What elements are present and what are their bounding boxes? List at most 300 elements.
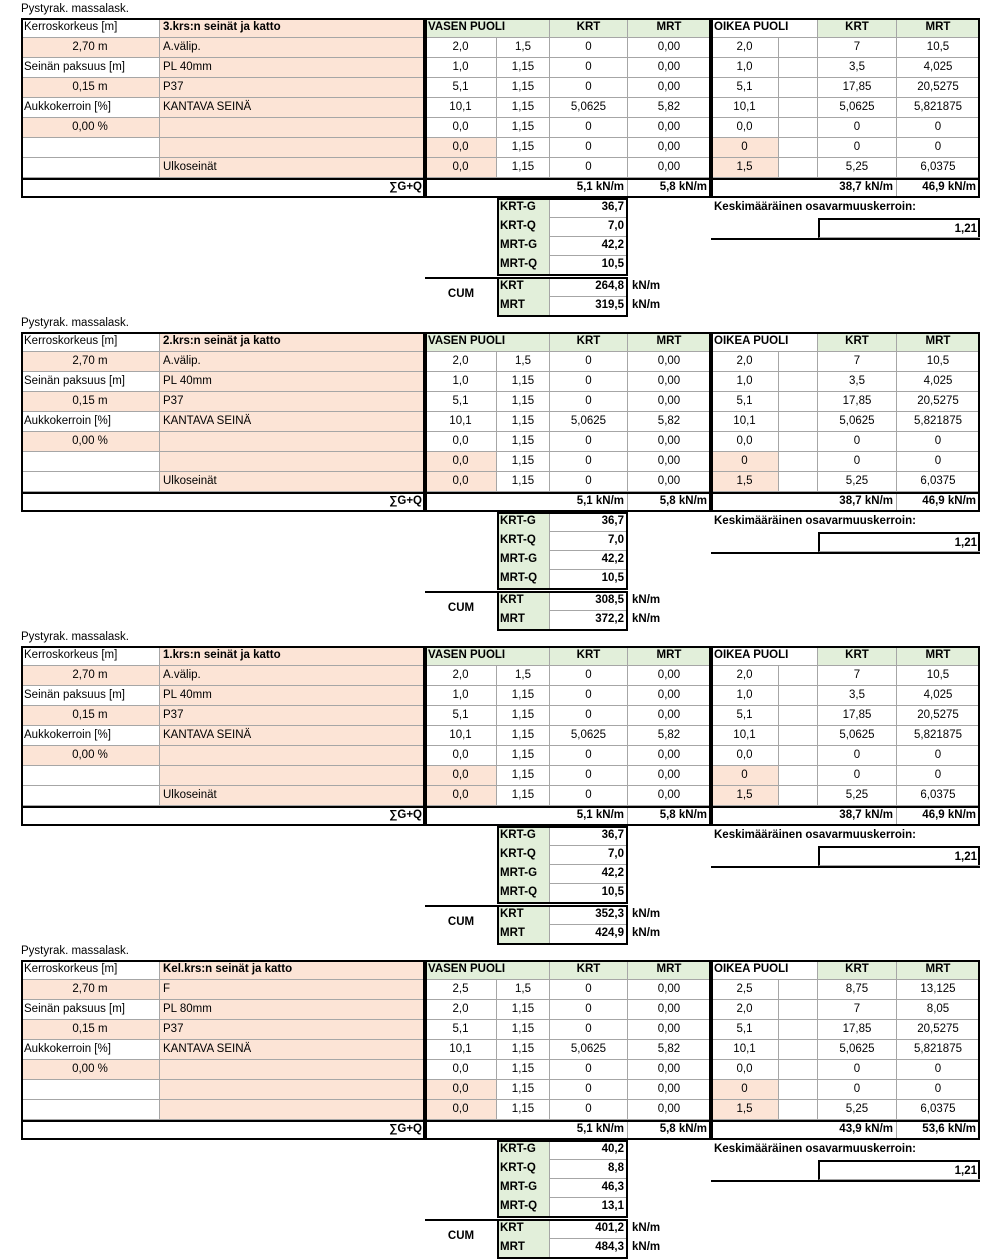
value-mrt-q[interactable]: 10,5 xyxy=(550,569,628,589)
row-right-spacer[interactable] xyxy=(779,452,818,472)
row-right-load[interactable]: 0 xyxy=(711,766,779,786)
row-left-load[interactable]: 0,0 xyxy=(425,1060,497,1080)
row-right-mrt[interactable]: 13,125 xyxy=(897,980,980,1000)
row-right-spacer[interactable] xyxy=(779,746,818,766)
row-left-factor[interactable]: 1,15 xyxy=(497,472,550,492)
row-material[interactable]: P37 xyxy=(160,78,425,98)
block-title[interactable]: 1.krs:n seinät ja katto xyxy=(160,646,425,666)
row-right-mrt[interactable]: 5,821875 xyxy=(897,412,980,432)
row-right-spacer[interactable] xyxy=(779,1060,818,1080)
row-left-mrt[interactable]: 0,00 xyxy=(628,786,711,806)
value-opening-factor[interactable]: 0,00 % xyxy=(21,432,160,452)
row-material[interactable]: A.välip. xyxy=(160,666,425,686)
sum-right-krt[interactable]: 38,7 kN/m xyxy=(818,492,897,512)
header-left-side[interactable]: VASEN PUOLI xyxy=(425,332,550,352)
block-title[interactable]: Kel.krs:n seinät ja katto xyxy=(160,960,425,980)
label-krt-q[interactable]: KRT-Q xyxy=(497,217,550,237)
row-right-krt[interactable]: 17,85 xyxy=(818,706,897,726)
label-opening-factor[interactable]: Aukkokerroin [%] xyxy=(21,1040,160,1060)
row-material[interactable]: P37 xyxy=(160,392,425,412)
row-left-mrt[interactable]: 0,00 xyxy=(628,78,711,98)
row-right-load[interactable]: 10,1 xyxy=(711,1040,779,1060)
row-right-mrt[interactable]: 4,025 xyxy=(897,58,980,78)
label-opening-factor[interactable]: Aukkokerroin [%] xyxy=(21,726,160,746)
header-left-side[interactable]: VASEN PUOLI xyxy=(425,960,550,980)
row-right-load[interactable]: 1,0 xyxy=(711,686,779,706)
row-left-load[interactable]: 5,1 xyxy=(425,392,497,412)
label-floor-height[interactable]: Kerroskorkeus [m] xyxy=(21,960,160,980)
row-right-load[interactable]: 1,5 xyxy=(711,1100,779,1120)
row-left-load[interactable]: 5,1 xyxy=(425,1020,497,1040)
row-right-krt[interactable]: 17,85 xyxy=(818,392,897,412)
sum-right-mrt[interactable]: 46,9 kN/m xyxy=(897,178,980,198)
cum-krt-value[interactable]: 264,8 xyxy=(550,277,628,297)
row-right-mrt[interactable]: 20,5275 xyxy=(897,78,980,98)
value-floor-height[interactable]: 2,70 m xyxy=(21,666,160,686)
row-left-mrt[interactable]: 0,00 xyxy=(628,158,711,178)
sum-left-krt[interactable]: 5,1 kN/m xyxy=(550,1120,628,1140)
row-right-mrt[interactable]: 0 xyxy=(897,1080,980,1100)
row-right-spacer[interactable] xyxy=(779,726,818,746)
header-mrt-right[interactable]: MRT xyxy=(897,18,980,38)
row-left-mrt[interactable]: 0,00 xyxy=(628,352,711,372)
row-left-krt[interactable]: 0 xyxy=(550,58,628,78)
row-right-mrt[interactable]: 20,5275 xyxy=(897,392,980,412)
label-wall-thickness[interactable]: Seinän paksuus [m] xyxy=(21,686,160,706)
value-floor-height[interactable]: 2,70 m xyxy=(21,352,160,372)
row-left-factor[interactable]: 1,15 xyxy=(497,786,550,806)
row-left-krt[interactable]: 0 xyxy=(550,1020,628,1040)
row-right-mrt[interactable]: 6,0375 xyxy=(897,1100,980,1120)
row-left-krt[interactable]: 0 xyxy=(550,352,628,372)
header-right-side[interactable]: OIKEA PUOLI xyxy=(711,960,818,980)
row-right-spacer[interactable] xyxy=(779,980,818,1000)
row-right-mrt[interactable]: 10,5 xyxy=(897,666,980,686)
row-right-mrt[interactable]: 4,025 xyxy=(897,686,980,706)
row-right-spacer[interactable] xyxy=(779,666,818,686)
header-left-side[interactable]: VASEN PUOLI xyxy=(425,646,550,666)
row-left-factor[interactable]: 1,15 xyxy=(497,158,550,178)
header-right-side[interactable]: OIKEA PUOLI xyxy=(711,18,818,38)
sum-label[interactable]: ∑G+Q xyxy=(389,495,422,507)
value-krt-g[interactable]: 36,7 xyxy=(550,198,628,218)
label-mrt-q[interactable]: MRT-Q xyxy=(497,1197,550,1217)
label-mrt-g[interactable]: MRT-G xyxy=(497,550,550,570)
value-mrt-g[interactable]: 46,3 xyxy=(550,1178,628,1198)
label-opening-factor[interactable]: Aukkokerroin [%] xyxy=(21,412,160,432)
sum-left-krt[interactable]: 5,1 kN/m xyxy=(550,492,628,512)
header-krt-right[interactable]: KRT xyxy=(818,646,897,666)
sum-label[interactable]: ∑G+Q xyxy=(389,1123,422,1135)
row-right-krt[interactable]: 5,25 xyxy=(818,472,897,492)
row-right-krt[interactable]: 8,75 xyxy=(818,980,897,1000)
sum-label[interactable]: ∑G+Q xyxy=(389,809,422,821)
row-left-load[interactable]: 2,0 xyxy=(425,38,497,58)
value-mrt-g[interactable]: 42,2 xyxy=(550,864,628,884)
row-right-krt[interactable]: 5,25 xyxy=(818,158,897,178)
row-right-spacer[interactable] xyxy=(779,706,818,726)
row-right-krt[interactable]: 0 xyxy=(818,1060,897,1080)
row-right-load[interactable]: 1,0 xyxy=(711,372,779,392)
header-krt-left[interactable]: KRT xyxy=(550,646,628,666)
cum-mrt-label[interactable]: MRT xyxy=(497,610,550,630)
header-mrt-left[interactable]: MRT xyxy=(628,18,711,38)
value-krt-g[interactable]: 36,7 xyxy=(550,826,628,846)
row-left-factor[interactable]: 1,15 xyxy=(497,452,550,472)
row-material[interactable] xyxy=(160,118,425,138)
row-right-spacer[interactable] xyxy=(779,392,818,412)
header-krt-right[interactable]: KRT xyxy=(818,332,897,352)
row-material[interactable] xyxy=(160,452,425,472)
row-left-mrt[interactable]: 0,00 xyxy=(628,686,711,706)
row-left-factor[interactable]: 1,15 xyxy=(497,432,550,452)
row-right-krt[interactable]: 7 xyxy=(818,1000,897,1020)
avg-factor-value[interactable]: 1,21 xyxy=(818,1160,980,1180)
row-right-mrt[interactable]: 0 xyxy=(897,432,980,452)
row-left-factor[interactable]: 1,15 xyxy=(497,706,550,726)
empty-cell[interactable] xyxy=(21,138,160,158)
row-right-load[interactable]: 5,1 xyxy=(711,78,779,98)
cum-mrt-label[interactable]: MRT xyxy=(497,296,550,316)
row-material[interactable]: F xyxy=(160,980,425,1000)
label-opening-factor[interactable]: Aukkokerroin [%] xyxy=(21,98,160,118)
label-wall-thickness[interactable]: Seinän paksuus [m] xyxy=(21,1000,160,1020)
row-left-krt[interactable]: 0 xyxy=(550,1000,628,1020)
row-material[interactable]: Ulkoseinät xyxy=(160,472,425,492)
row-right-spacer[interactable] xyxy=(779,352,818,372)
row-right-mrt[interactable]: 8,05 xyxy=(897,1000,980,1020)
row-left-factor[interactable]: 1,15 xyxy=(497,1040,550,1060)
row-left-factor[interactable]: 1,5 xyxy=(497,980,550,1000)
value-opening-factor[interactable]: 0,00 % xyxy=(21,746,160,766)
row-left-load[interactable]: 1,0 xyxy=(425,58,497,78)
row-right-load[interactable]: 10,1 xyxy=(711,98,779,118)
header-mrt-right[interactable]: MRT xyxy=(897,332,980,352)
cum-krt-value[interactable]: 352,3 xyxy=(550,905,628,925)
row-right-load[interactable]: 2,5 xyxy=(711,980,779,1000)
row-right-krt[interactable]: 0 xyxy=(818,452,897,472)
row-right-mrt[interactable]: 6,0375 xyxy=(897,158,980,178)
row-left-load[interactable]: 0,0 xyxy=(425,118,497,138)
row-left-load[interactable]: 1,0 xyxy=(425,372,497,392)
row-right-load[interactable]: 2,0 xyxy=(711,666,779,686)
row-left-load[interactable]: 10,1 xyxy=(425,412,497,432)
row-right-spacer[interactable] xyxy=(779,118,818,138)
row-left-load[interactable]: 2,0 xyxy=(425,666,497,686)
row-left-factor[interactable]: 1,15 xyxy=(497,1100,550,1120)
cum-krt-label[interactable]: KRT xyxy=(497,905,550,925)
row-left-krt[interactable]: 0 xyxy=(550,118,628,138)
row-left-load[interactable]: 0,0 xyxy=(425,432,497,452)
row-right-load[interactable]: 2,0 xyxy=(711,1000,779,1020)
row-left-krt[interactable]: 0 xyxy=(550,1060,628,1080)
value-mrt-q[interactable]: 10,5 xyxy=(550,883,628,903)
row-left-krt[interactable]: 0 xyxy=(550,158,628,178)
row-left-mrt[interactable]: 0,00 xyxy=(628,58,711,78)
sum-left-krt[interactable]: 5,1 kN/m xyxy=(550,806,628,826)
row-left-load[interactable]: 2,5 xyxy=(425,980,497,1000)
row-material[interactable]: PL 40mm xyxy=(160,686,425,706)
value-opening-factor[interactable]: 0,00 % xyxy=(21,118,160,138)
row-left-krt[interactable]: 0 xyxy=(550,786,628,806)
row-left-factor[interactable]: 1,15 xyxy=(497,118,550,138)
sum-left-mrt[interactable]: 5,8 kN/m xyxy=(628,492,711,512)
row-right-mrt[interactable]: 10,5 xyxy=(897,38,980,58)
row-left-mrt[interactable]: 5,82 xyxy=(628,98,711,118)
label-krt-g[interactable]: KRT-G xyxy=(497,1140,550,1160)
row-left-mrt[interactable]: 0,00 xyxy=(628,746,711,766)
row-left-factor[interactable]: 1,15 xyxy=(497,372,550,392)
row-right-load[interactable]: 2,0 xyxy=(711,38,779,58)
row-left-mrt[interactable]: 5,82 xyxy=(628,412,711,432)
row-left-krt[interactable]: 0 xyxy=(550,392,628,412)
label-wall-thickness[interactable]: Seinän paksuus [m] xyxy=(21,58,160,78)
row-left-mrt[interactable]: 0,00 xyxy=(628,472,711,492)
avg-factor-value[interactable]: 1,21 xyxy=(818,532,980,552)
row-left-factor[interactable]: 1,5 xyxy=(497,666,550,686)
row-right-krt[interactable]: 3,5 xyxy=(818,58,897,78)
row-left-factor[interactable]: 1,15 xyxy=(497,746,550,766)
row-left-mrt[interactable]: 0,00 xyxy=(628,372,711,392)
row-right-mrt[interactable]: 20,5275 xyxy=(897,1020,980,1040)
row-right-krt[interactable]: 5,25 xyxy=(818,1100,897,1120)
row-material[interactable] xyxy=(160,746,425,766)
row-right-mrt[interactable]: 0 xyxy=(897,452,980,472)
row-material[interactable]: KANTAVA SEINÄ xyxy=(160,1040,425,1060)
row-left-mrt[interactable]: 0,00 xyxy=(628,706,711,726)
row-left-mrt[interactable]: 0,00 xyxy=(628,392,711,412)
row-right-spacer[interactable] xyxy=(779,432,818,452)
row-left-load[interactable]: 0,0 xyxy=(425,1100,497,1120)
row-right-krt[interactable]: 17,85 xyxy=(818,78,897,98)
row-right-mrt[interactable]: 6,0375 xyxy=(897,786,980,806)
label-mrt-q[interactable]: MRT-Q xyxy=(497,569,550,589)
sum-right-mrt[interactable]: 46,9 kN/m xyxy=(897,492,980,512)
cum-mrt-value[interactable]: 372,2 xyxy=(550,610,628,630)
row-right-krt[interactable]: 0 xyxy=(818,138,897,158)
row-left-load[interactable]: 0,0 xyxy=(425,746,497,766)
row-right-load[interactable]: 5,1 xyxy=(711,1020,779,1040)
value-krt-q[interactable]: 7,0 xyxy=(550,845,628,865)
value-mrt-q[interactable]: 10,5 xyxy=(550,255,628,275)
row-right-spacer[interactable] xyxy=(779,138,818,158)
cum-mrt-value[interactable]: 424,9 xyxy=(550,924,628,944)
block-title[interactable]: 3.krs:n seinät ja katto xyxy=(160,18,425,38)
row-left-factor[interactable]: 1,15 xyxy=(497,726,550,746)
value-wall-thickness[interactable]: 0,15 m xyxy=(21,78,160,98)
value-wall-thickness[interactable]: 0,15 m xyxy=(21,392,160,412)
row-right-load[interactable]: 0 xyxy=(711,1080,779,1100)
value-mrt-g[interactable]: 42,2 xyxy=(550,236,628,256)
header-krt-left[interactable]: KRT xyxy=(550,332,628,352)
row-left-krt[interactable]: 0 xyxy=(550,472,628,492)
row-right-krt[interactable]: 5,0625 xyxy=(818,1040,897,1060)
row-left-mrt[interactable]: 0,00 xyxy=(628,980,711,1000)
row-left-load[interactable]: 0,0 xyxy=(425,786,497,806)
row-left-load[interactable]: 5,1 xyxy=(425,78,497,98)
row-left-factor[interactable]: 1,15 xyxy=(497,1080,550,1100)
row-left-mrt[interactable]: 5,82 xyxy=(628,726,711,746)
row-left-factor[interactable]: 1,15 xyxy=(497,392,550,412)
row-right-spacer[interactable] xyxy=(779,1000,818,1020)
row-material[interactable]: PL 40mm xyxy=(160,58,425,78)
row-right-load[interactable]: 1,5 xyxy=(711,158,779,178)
header-left-side[interactable]: VASEN PUOLI xyxy=(425,18,550,38)
row-right-spacer[interactable] xyxy=(779,38,818,58)
row-right-load[interactable]: 5,1 xyxy=(711,392,779,412)
row-right-load[interactable]: 10,1 xyxy=(711,726,779,746)
row-right-load[interactable]: 0,0 xyxy=(711,746,779,766)
header-krt-left[interactable]: KRT xyxy=(550,18,628,38)
row-right-krt[interactable]: 7 xyxy=(818,38,897,58)
value-wall-thickness[interactable]: 0,15 m xyxy=(21,706,160,726)
row-right-spacer[interactable] xyxy=(779,412,818,432)
sum-right-mrt[interactable]: 46,9 kN/m xyxy=(897,806,980,826)
row-left-krt[interactable]: 0 xyxy=(550,78,628,98)
cum-krt-label[interactable]: KRT xyxy=(497,277,550,297)
row-right-krt[interactable]: 0 xyxy=(818,432,897,452)
row-left-krt[interactable]: 0 xyxy=(550,452,628,472)
row-right-mrt[interactable]: 20,5275 xyxy=(897,706,980,726)
row-left-factor[interactable]: 1,15 xyxy=(497,138,550,158)
row-right-mrt[interactable]: 10,5 xyxy=(897,352,980,372)
row-left-load[interactable]: 0,0 xyxy=(425,452,497,472)
row-left-mrt[interactable]: 0,00 xyxy=(628,666,711,686)
cum-krt-value[interactable]: 308,5 xyxy=(550,591,628,611)
empty-cell[interactable] xyxy=(21,786,160,806)
header-mrt-right[interactable]: MRT xyxy=(897,960,980,980)
row-right-spacer[interactable] xyxy=(779,1080,818,1100)
row-right-load[interactable]: 1,5 xyxy=(711,472,779,492)
sum-left-mrt[interactable]: 5,8 kN/m xyxy=(628,806,711,826)
avg-factor-value[interactable]: 1,21 xyxy=(818,218,980,238)
row-right-spacer[interactable] xyxy=(779,98,818,118)
value-mrt-g[interactable]: 42,2 xyxy=(550,550,628,570)
cum-krt-label[interactable]: KRT xyxy=(497,1219,550,1239)
row-right-krt[interactable]: 7 xyxy=(818,352,897,372)
cum-krt-value[interactable]: 401,2 xyxy=(550,1219,628,1239)
header-krt-right[interactable]: KRT xyxy=(818,18,897,38)
label-mrt-q[interactable]: MRT-Q xyxy=(497,883,550,903)
row-right-mrt[interactable]: 5,821875 xyxy=(897,726,980,746)
row-left-factor[interactable]: 1,15 xyxy=(497,58,550,78)
row-right-krt[interactable]: 3,5 xyxy=(818,372,897,392)
row-left-factor[interactable]: 1,15 xyxy=(497,686,550,706)
row-left-load[interactable]: 0,0 xyxy=(425,138,497,158)
label-krt-g[interactable]: KRT-G xyxy=(497,198,550,218)
row-left-factor[interactable]: 1,15 xyxy=(497,98,550,118)
cum-mrt-label[interactable]: MRT xyxy=(497,1238,550,1258)
row-right-krt[interactable]: 0 xyxy=(818,766,897,786)
row-right-krt[interactable]: 5,25 xyxy=(818,786,897,806)
row-left-factor[interactable]: 1,15 xyxy=(497,766,550,786)
row-left-load[interactable]: 10,1 xyxy=(425,1040,497,1060)
label-floor-height[interactable]: Kerroskorkeus [m] xyxy=(21,646,160,666)
row-left-krt[interactable]: 5,0625 xyxy=(550,726,628,746)
label-krt-q[interactable]: KRT-Q xyxy=(497,845,550,865)
row-material[interactable]: PL 40mm xyxy=(160,372,425,392)
empty-cell[interactable] xyxy=(21,1100,160,1120)
row-left-load[interactable]: 1,0 xyxy=(425,686,497,706)
cum-krt-label[interactable]: KRT xyxy=(497,591,550,611)
row-left-mrt[interactable]: 0,00 xyxy=(628,766,711,786)
sum-right-krt[interactable]: 38,7 kN/m xyxy=(818,806,897,826)
label-mrt-g[interactable]: MRT-G xyxy=(497,236,550,256)
value-wall-thickness[interactable]: 0,15 m xyxy=(21,1020,160,1040)
value-floor-height[interactable]: 2,70 m xyxy=(21,980,160,1000)
row-right-mrt[interactable]: 0 xyxy=(897,138,980,158)
value-krt-g[interactable]: 40,2 xyxy=(550,1140,628,1160)
row-right-load[interactable]: 10,1 xyxy=(711,412,779,432)
row-right-spacer[interactable] xyxy=(779,786,818,806)
empty-cell[interactable] xyxy=(21,452,160,472)
label-wall-thickness[interactable]: Seinän paksuus [m] xyxy=(21,372,160,392)
sum-label[interactable]: ∑G+Q xyxy=(389,181,422,193)
row-right-mrt[interactable]: 0 xyxy=(897,746,980,766)
cum-mrt-value[interactable]: 319,5 xyxy=(550,296,628,316)
row-right-spacer[interactable] xyxy=(779,372,818,392)
row-left-krt[interactable]: 0 xyxy=(550,432,628,452)
sum-right-krt[interactable]: 43,9 kN/m xyxy=(818,1120,897,1140)
header-right-side[interactable]: OIKEA PUOLI xyxy=(711,646,818,666)
row-right-spacer[interactable] xyxy=(779,1020,818,1040)
value-krt-q[interactable]: 8,8 xyxy=(550,1159,628,1179)
row-left-krt[interactable]: 0 xyxy=(550,138,628,158)
row-material[interactable] xyxy=(160,766,425,786)
cum-mrt-value[interactable]: 484,3 xyxy=(550,1238,628,1258)
header-krt-right[interactable]: KRT xyxy=(818,960,897,980)
row-left-mrt[interactable]: 0,00 xyxy=(628,138,711,158)
cum-mrt-label[interactable]: MRT xyxy=(497,924,550,944)
row-right-krt[interactable]: 5,0625 xyxy=(818,412,897,432)
row-material[interactable]: KANTAVA SEINÄ xyxy=(160,412,425,432)
row-right-load[interactable]: 0 xyxy=(711,138,779,158)
row-right-krt[interactable]: 0 xyxy=(818,1080,897,1100)
row-left-load[interactable]: 0,0 xyxy=(425,472,497,492)
row-right-load[interactable]: 1,5 xyxy=(711,786,779,806)
sum-right-mrt[interactable]: 53,6 kN/m xyxy=(897,1120,980,1140)
row-left-mrt[interactable]: 0,00 xyxy=(628,1100,711,1120)
row-right-spacer[interactable] xyxy=(779,686,818,706)
row-left-mrt[interactable]: 0,00 xyxy=(628,1020,711,1040)
row-right-spacer[interactable] xyxy=(779,1040,818,1060)
row-material[interactable] xyxy=(160,1100,425,1120)
value-mrt-q[interactable]: 13,1 xyxy=(550,1197,628,1217)
sum-left-mrt[interactable]: 5,8 kN/m xyxy=(628,178,711,198)
row-left-load[interactable]: 2,0 xyxy=(425,1000,497,1020)
label-floor-height[interactable]: Kerroskorkeus [m] xyxy=(21,332,160,352)
row-left-factor[interactable]: 1,5 xyxy=(497,38,550,58)
row-right-spacer[interactable] xyxy=(779,472,818,492)
row-right-load[interactable]: 1,0 xyxy=(711,58,779,78)
row-material[interactable] xyxy=(160,432,425,452)
value-krt-g[interactable]: 36,7 xyxy=(550,512,628,532)
row-left-krt[interactable]: 0 xyxy=(550,686,628,706)
row-left-krt[interactable]: 0 xyxy=(550,706,628,726)
sum-left-mrt[interactable]: 5,8 kN/m xyxy=(628,1120,711,1140)
row-left-krt[interactable]: 0 xyxy=(550,766,628,786)
row-left-krt[interactable]: 0 xyxy=(550,980,628,1000)
row-left-krt[interactable]: 0 xyxy=(550,372,628,392)
block-title[interactable]: 2.krs:n seinät ja katto xyxy=(160,332,425,352)
row-left-load[interactable]: 5,1 xyxy=(425,706,497,726)
row-left-krt[interactable]: 0 xyxy=(550,38,628,58)
row-left-krt[interactable]: 5,0625 xyxy=(550,412,628,432)
value-krt-q[interactable]: 7,0 xyxy=(550,217,628,237)
row-right-load[interactable]: 0 xyxy=(711,452,779,472)
row-right-krt[interactable]: 7 xyxy=(818,666,897,686)
row-right-mrt[interactable]: 6,0375 xyxy=(897,472,980,492)
